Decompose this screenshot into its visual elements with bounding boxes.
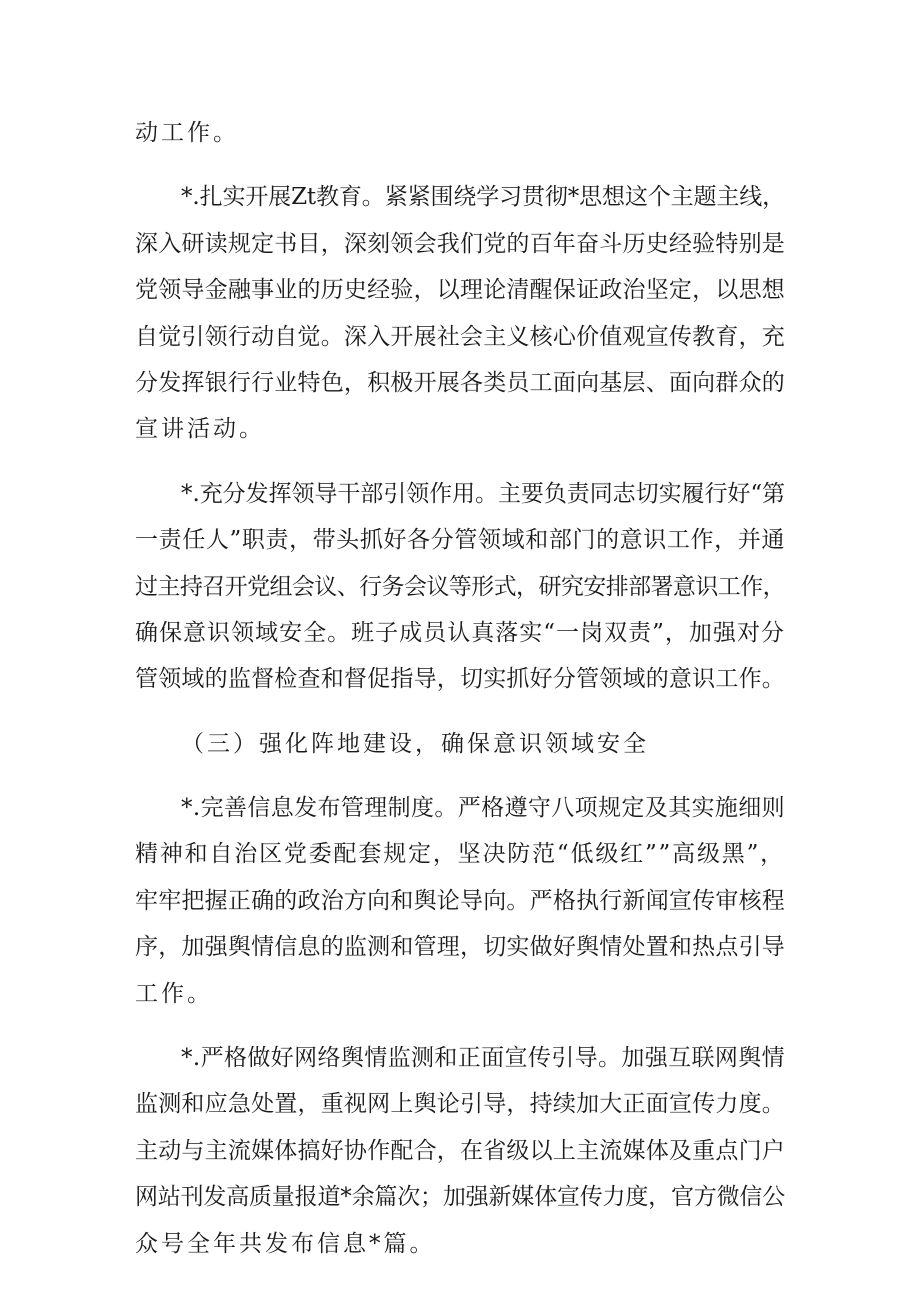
paragraph bbox=[135, 1035, 785, 1267]
document-page bbox=[135, 110, 785, 1267]
text-line: 精神和自治区党委配套规定，坚决防范“低级红””高级黑”， bbox=[135, 841, 785, 868]
text-line: 宣讲活动。 bbox=[135, 416, 265, 443]
text-line: 网站刊发高质量报道*余篇次；加强新媒体宣传力度，官方微信公 bbox=[135, 1184, 786, 1211]
text-line: 过主持召开党组会议、行务会议等形式，研究安排部署意识工作， bbox=[135, 573, 786, 600]
text-line: *.完善信息发布管理制度。严格遵守八项规定及其实施细则 bbox=[181, 795, 785, 822]
text-line: 牢牢把握正确的政治方向和舆论导向。严格执行新闻宣传审核程 bbox=[135, 887, 785, 914]
text-line: 深入研读规定书目，深刻领会我们党的百年奋斗历史经验特别是 bbox=[135, 230, 785, 257]
text-line: 管领域的监督检查和督促指导，切实抓好分管领域的意识工作。 bbox=[135, 666, 785, 693]
paragraph bbox=[135, 471, 785, 703]
text-line: 党领导金融事业的历史经验，以理论清醒保证政治坚定，以思想 bbox=[135, 277, 785, 304]
paragraph bbox=[135, 174, 785, 452]
paragraph bbox=[135, 721, 785, 767]
text-line: 确保意识领域安全。班子成员认真落实“一岗双责”，加强对分 bbox=[135, 619, 785, 646]
text-line: *.严格做好网络舆情监测和正面宣传引导。加强互联网舆情 bbox=[181, 1045, 785, 1072]
text-line: *.扎实开展Zt教育。紧紧围绕学习贯彻*思想这个主题主线， bbox=[181, 184, 785, 211]
text-line: 自觉引领行动自觉。深入开展社会主义核心价值观宣传教育，充 bbox=[135, 323, 785, 350]
text-line: 分发挥银行行业特色，积极开展各类员工面向基层、面向群众的 bbox=[135, 369, 785, 396]
text-line: 序，加强舆情信息的监测和管理，切实做好舆情处置和热点引导 bbox=[135, 934, 785, 961]
text-line: （三）强化阵地建设，确保意识领域安全 bbox=[181, 730, 649, 757]
paragraph bbox=[135, 110, 785, 156]
text-line: 主动与主流媒体搞好协作配合，在省级以上主流媒体及重点门户 bbox=[135, 1137, 785, 1164]
paragraph bbox=[135, 785, 785, 1017]
text-line: 动工作。 bbox=[135, 120, 239, 146]
text-line: *.充分发挥领导干部引领作用。主要负责同志切实履行好“第 bbox=[181, 480, 785, 507]
text-line: 众号全年共发布信息*篇。 bbox=[135, 1230, 436, 1257]
text-line: 工作。 bbox=[135, 980, 213, 1007]
text-line: 监测和应急处置，重视网上舆论引导，持续加大正面宣传力度。 bbox=[135, 1091, 785, 1118]
text-line: 一责任人”职责，带头抓好各分管领域和部门的意识工作，并通 bbox=[135, 527, 785, 554]
